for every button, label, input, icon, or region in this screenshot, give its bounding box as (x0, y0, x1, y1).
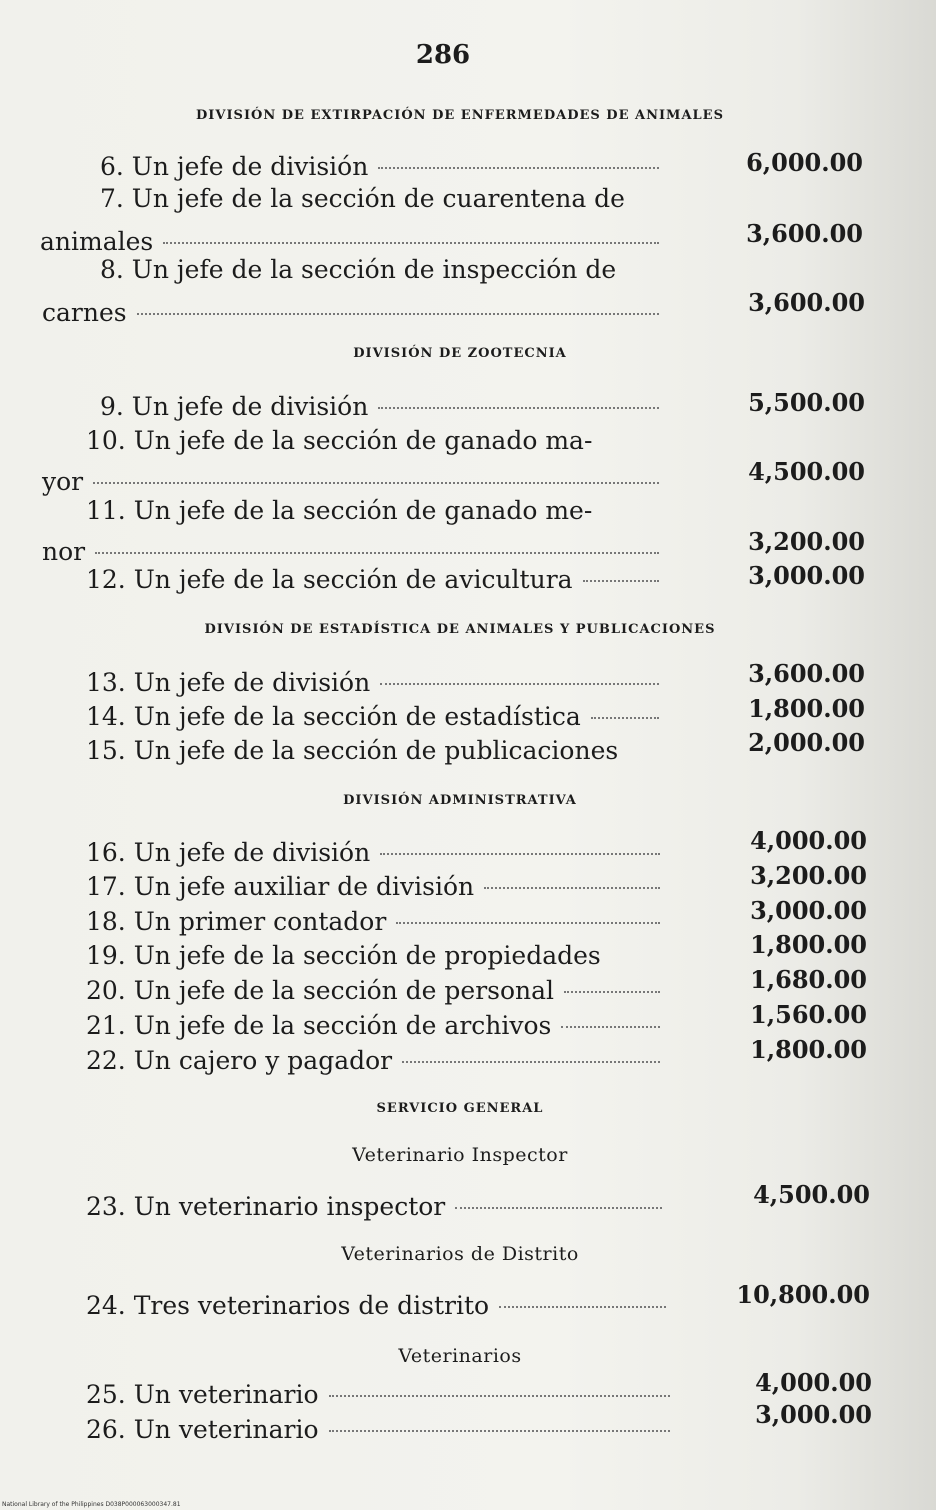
item-text: 14. Un jefe de la sección de estadística (86, 702, 581, 731)
item-text: 23. Un veterinario inspector (86, 1192, 446, 1221)
item-text: 6. Un jefe de división (100, 152, 369, 181)
item-amount: 3,600.00 (746, 219, 863, 248)
item-text: 22. Un cajero y pagador (86, 1046, 393, 1075)
item-amount: 3,200.00 (750, 861, 867, 890)
list-item (86, 1044, 666, 1078)
item-text: 25. Un veterinario (86, 1380, 319, 1409)
list-item (86, 563, 665, 597)
list-item (86, 870, 666, 904)
list-item (86, 494, 665, 528)
item-amount: 1,800.00 (748, 694, 865, 723)
heading-division-administrative: DIVISIÓN ADMINISTRATIVA (343, 793, 577, 808)
item-text: 26. Un veterinario (86, 1415, 319, 1444)
list-item (42, 296, 665, 330)
item-amount: 3,000.00 (750, 896, 867, 925)
list-item (86, 700, 665, 734)
list-item (86, 1378, 676, 1412)
list-item (86, 836, 666, 870)
list-item (86, 666, 665, 700)
leader-dots (564, 991, 660, 993)
item-amount: 3,600.00 (748, 659, 865, 688)
item-text: 12. Un jefe de la sección de avicultura (86, 565, 573, 594)
item-text: 18. Un primer contador (86, 907, 387, 936)
list-item (86, 1413, 676, 1447)
list-item (100, 150, 665, 184)
leader-dots (396, 922, 660, 924)
leader-dots (380, 853, 660, 855)
heading-division-zootecnia: DIVISIÓN DE ZOOTECNIA (353, 346, 567, 361)
heading-general-service: SERVICIO GENERAL (376, 1101, 544, 1116)
item-amount: 4,500.00 (748, 457, 865, 486)
heading-division-statistics: DIVISIÓN DE ESTADÍSTICA DE ANIMALES Y PUBLICACIONES (204, 622, 716, 637)
item-amount: 1,800.00 (750, 930, 867, 959)
leader-dots (95, 552, 659, 554)
page-number: 286 (415, 40, 471, 70)
item-amount: 1,680.00 (750, 965, 867, 994)
item-text: yor (42, 467, 84, 496)
leader-dots (499, 1306, 666, 1308)
list-item (100, 182, 665, 216)
item-amount: 3,000.00 (748, 561, 865, 590)
item-text: 10. Un jefe de la sección de ganado ma- (86, 426, 593, 455)
list-item (86, 939, 666, 973)
item-amount: 3,200.00 (748, 527, 865, 556)
list-item (86, 905, 666, 939)
subheading-veterinarians: Veterinarios (398, 1345, 522, 1367)
item-amount: 4,500.00 (753, 1180, 870, 1209)
item-amount: 6,000.00 (746, 148, 863, 177)
item-amount: 1,560.00 (750, 1000, 867, 1029)
item-amount: 1,800.00 (750, 1035, 867, 1064)
item-text: 24. Tres veterinarios de distrito (86, 1291, 490, 1320)
leader-dots (561, 1026, 660, 1028)
leader-dots (455, 1207, 662, 1209)
list-item (86, 1190, 668, 1224)
item-text: 19. Un jefe de la sección de propiedades (86, 941, 601, 970)
leader-dots (329, 1430, 670, 1432)
item-text: 7. Un jefe de la sección de cuarentena de (100, 184, 625, 213)
item-amount: 4,000.00 (755, 1368, 872, 1397)
item-text: 9. Un jefe de división (100, 392, 369, 421)
subheading-inspector: Veterinario Inspector (352, 1144, 568, 1166)
leader-dots (583, 580, 659, 582)
list-item (100, 390, 665, 424)
item-amount: 10,800.00 (736, 1280, 870, 1309)
item-text: 13. Un jefe de división (86, 668, 371, 697)
item-text: animales (40, 227, 154, 256)
item-text: carnes (42, 298, 127, 327)
list-item (100, 253, 665, 287)
item-text: nor (42, 537, 86, 566)
item-text: 11. Un jefe de la sección de ganado me- (86, 496, 593, 525)
item-text: 16. Un jefe de división (86, 838, 371, 867)
item-text: 15. Un jefe de la sección de publicaciones (86, 736, 619, 765)
leader-dots (93, 482, 659, 484)
leader-dots (484, 887, 660, 889)
list-item (86, 424, 665, 458)
leader-dots (378, 167, 659, 169)
leader-dots (329, 1395, 670, 1397)
list-item (86, 974, 666, 1008)
list-item (86, 734, 665, 768)
item-amount: 2,000.00 (748, 728, 865, 757)
item-text: 21. Un jefe de la sección de archivos (86, 1011, 552, 1040)
item-text: 17. Un jefe auxiliar de división (86, 872, 475, 901)
leader-dots (402, 1061, 660, 1063)
item-text: 8. Un jefe de la sección de inspección de (100, 255, 617, 284)
heading-division-diseases: DIVISIÓN DE EXTIRPACIÓN DE ENFERMEDADES DE ANIMALES (196, 108, 724, 123)
leader-dots (591, 717, 659, 719)
leader-dots (378, 407, 659, 409)
item-amount: 4,000.00 (750, 826, 867, 855)
subheading-district: Veterinarios de Distrito (341, 1243, 579, 1265)
leader-dots (380, 683, 659, 685)
item-amount: 3,600.00 (748, 288, 865, 317)
item-amount: 3,000.00 (755, 1400, 872, 1429)
leader-dots (163, 242, 659, 244)
item-text: 20. Un jefe de la sección de personal (86, 976, 555, 1005)
item-amount: 5,500.00 (748, 388, 865, 417)
library-footer: National Library of the Philippines D038P000063000347.81 (2, 1501, 181, 1508)
list-item (86, 1289, 672, 1323)
list-item (86, 1009, 666, 1043)
leader-dots (137, 313, 659, 315)
